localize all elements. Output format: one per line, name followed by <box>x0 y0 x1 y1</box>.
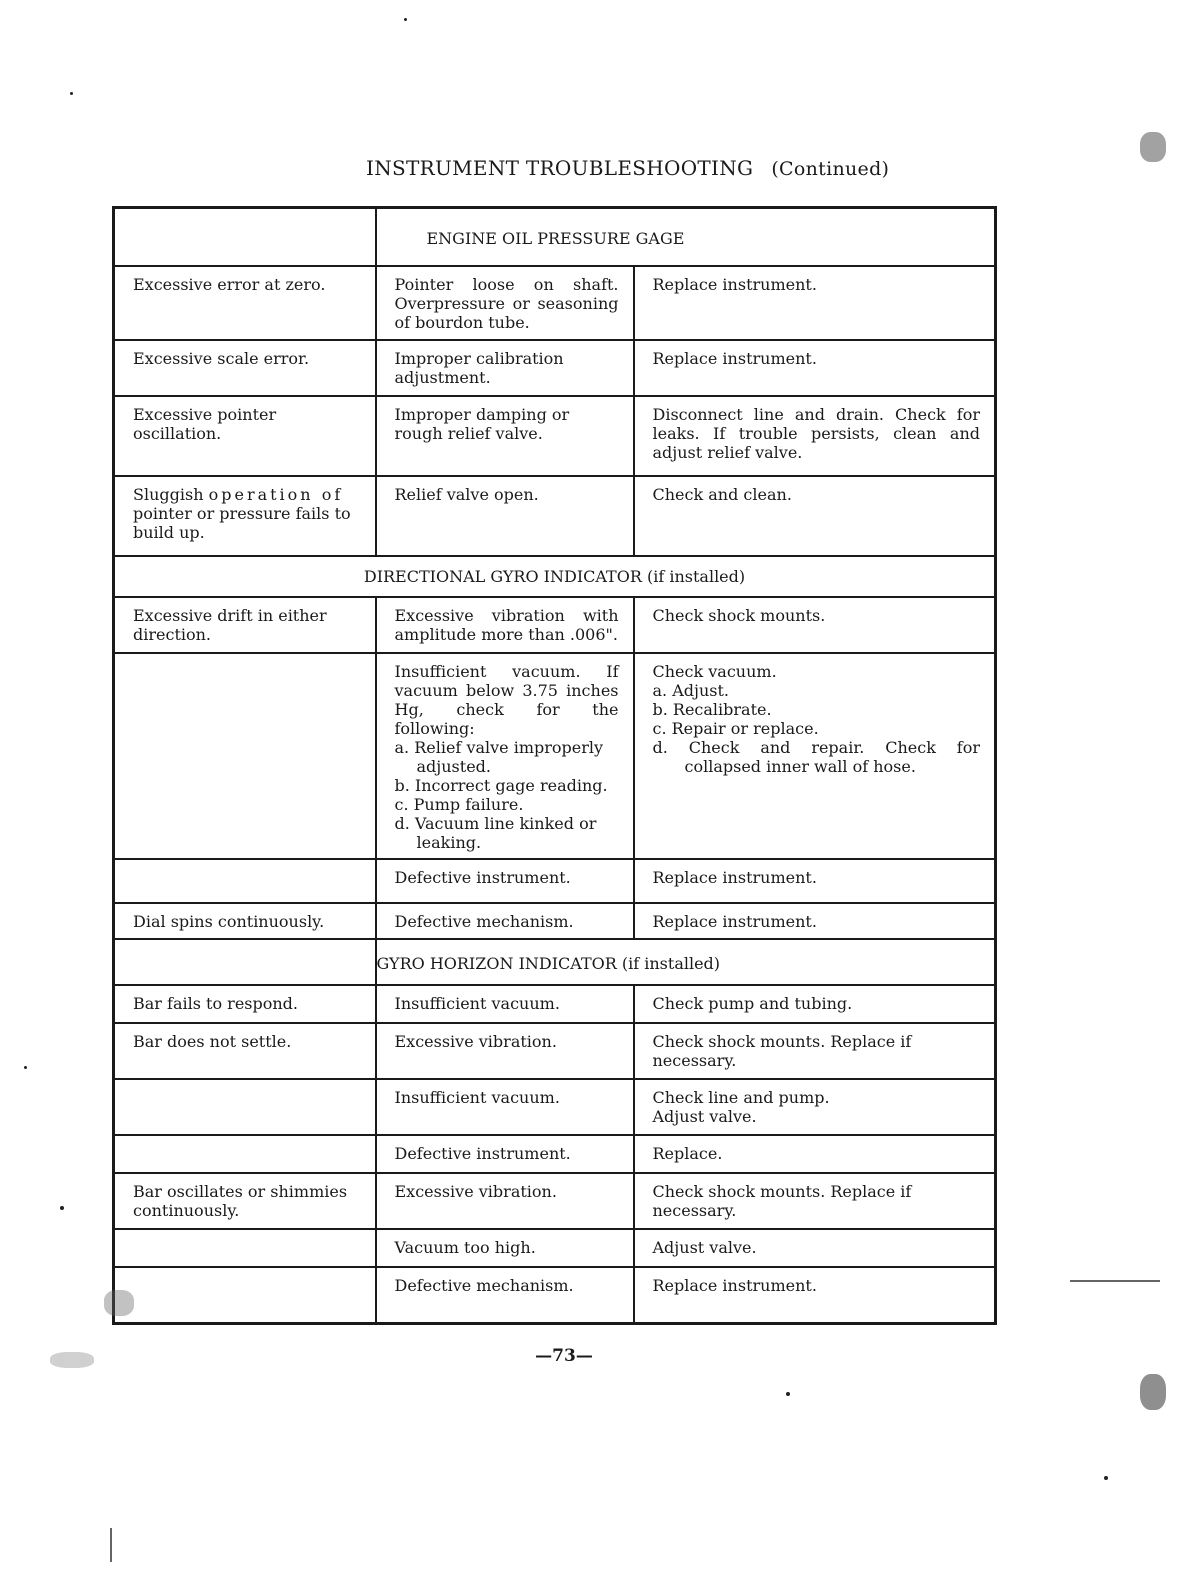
remedy-cell: Replace instrument. <box>634 340 996 396</box>
table-row <box>114 1267 996 1323</box>
remedy-cell: Replace. <box>634 1135 996 1173</box>
trouble-cell <box>114 653 376 859</box>
section-header-directional-gyro <box>114 556 996 597</box>
remedy-cell: Check shock mounts. <box>634 597 996 653</box>
remedy-cell <box>634 1079 996 1135</box>
remedy-cell: Check and clean. <box>634 476 996 556</box>
list-item: c. Pump failure. <box>394 795 524 814</box>
section-heading: ENGINE OIL PRESSURE GAGE <box>376 208 996 267</box>
cause-cell: Excessive vibration. <box>376 1023 634 1079</box>
cause-cell: Excessive vibration. <box>376 1173 634 1229</box>
scan-speck <box>60 1206 64 1210</box>
page-number: —73— <box>535 1346 593 1366</box>
table-row <box>114 340 996 396</box>
trouble-cell: Bar does not settle. <box>114 1023 376 1079</box>
page-title <box>366 156 926 180</box>
cause-cell: Insufficient vacuum. <box>376 1079 634 1135</box>
trouble-cell <box>114 1079 376 1135</box>
trouble-cell <box>114 1135 376 1173</box>
scan-speck <box>786 1392 790 1396</box>
cause-cell <box>376 653 634 859</box>
list-item: d. Vacuum line kinked or leaking. <box>394 814 597 852</box>
cause-cell: Insufficient vacuum. <box>376 985 634 1023</box>
remedy-cell: Disconnect line and drain. Check for leaks. If trouble persists, clean and adjust relief valve. <box>634 396 996 476</box>
trouble-cell: Dial spins continuously. <box>114 903 376 939</box>
trouble-cell: Excessive pointer oscillation. <box>114 396 376 476</box>
cause-cell: Defective mechanism. <box>376 1267 634 1323</box>
scan-speck <box>50 1352 94 1368</box>
remedy-cell: Adjust valve. <box>634 1229 996 1267</box>
cause-list <box>395 738 619 852</box>
table-row <box>114 903 996 939</box>
remedy-cell: Check shock mounts. Replace if necessary. <box>634 1023 996 1079</box>
list-item: b. Recalibrate. <box>652 700 772 719</box>
trouble-cell: Excessive drift in either direction. <box>114 597 376 653</box>
scan-speck <box>24 1066 27 1069</box>
table-row <box>114 476 996 556</box>
cause-cell: Pointer loose on shaft. Overpressure or seasoning of bourdon tube. <box>376 266 634 340</box>
trouble-cell: Bar oscillates or shimmies continuously. <box>114 1173 376 1229</box>
cause-cell: Relief valve open. <box>376 476 634 556</box>
table-row <box>114 396 996 476</box>
section-header-gyro-horizon <box>114 939 996 985</box>
cause-cell: Improper calibration adjustment. <box>376 340 634 396</box>
remedy-cell: Check pump and tubing. <box>634 985 996 1023</box>
remedy-line: Adjust valve. <box>652 1107 757 1126</box>
blank-cell <box>114 208 376 267</box>
trouble-spaced: operation of <box>208 485 344 504</box>
table-row <box>114 653 996 859</box>
title-suffix: (Continued) <box>771 158 890 180</box>
remedy-cell: Replace instrument. <box>634 266 996 340</box>
cause-cell: Vacuum too high. <box>376 1229 634 1267</box>
table-row <box>114 1135 996 1173</box>
cause-cell: Improper damping or rough relief valve. <box>376 396 634 476</box>
trouble-cell <box>114 859 376 903</box>
troubleshooting-table <box>112 206 997 1325</box>
trouble-cell <box>114 476 376 556</box>
remedy-cell: Replace instrument. <box>634 859 996 903</box>
scan-speck <box>1140 132 1166 162</box>
table-row <box>114 1079 996 1135</box>
title-text: INSTRUMENT TROUBLESHOOTING <box>366 156 754 180</box>
section-heading: DIRECTIONAL GYRO INDICATOR (if installed) <box>114 556 996 597</box>
scan-speck <box>104 1290 134 1316</box>
table-row <box>114 985 996 1023</box>
remedy-cell <box>634 653 996 859</box>
cause-cell: Defective mechanism. <box>376 903 634 939</box>
trouble-lead: Sluggish <box>133 485 204 504</box>
section-heading: GYRO HORIZON INDICATOR (if installed) <box>376 939 996 985</box>
remedy-cell: Check shock mounts. Replace if necessary. <box>634 1173 996 1229</box>
table-row <box>114 1173 996 1229</box>
trouble-cell <box>114 1267 376 1323</box>
cause-cell: Defective instrument. <box>376 859 634 903</box>
scan-speck <box>110 1528 112 1562</box>
trouble-cell: Excessive error at zero. <box>114 266 376 340</box>
list-item: d. Check and repair. Check for collapsed inner wall of hose. <box>652 738 981 776</box>
scan-speck <box>1070 1280 1160 1282</box>
remedy-cell: Replace instrument. <box>634 903 996 939</box>
table-row <box>114 266 996 340</box>
scan-speck <box>1104 1476 1108 1480</box>
remedy-intro: Check vacuum. <box>652 662 777 681</box>
trouble-cell: Bar fails to respond. <box>114 985 376 1023</box>
remedy-list <box>653 681 981 776</box>
scan-speck <box>404 18 407 21</box>
section-header-engine-oil <box>114 208 996 267</box>
scan-speck <box>1140 1374 1166 1410</box>
table-row <box>114 859 996 903</box>
cause-cell: Excessive vibration with amplitude more than .006". <box>376 597 634 653</box>
table-row <box>114 1023 996 1079</box>
list-item: a. Relief valve improperly adjusted. <box>394 738 604 776</box>
table-row <box>114 597 996 653</box>
list-item: b. Incorrect gage reading. <box>394 776 608 795</box>
list-item: c. Repair or replace. <box>652 719 819 738</box>
remedy-line: Check line and pump. <box>652 1088 830 1107</box>
scan-speck <box>70 92 73 95</box>
cause-intro: Insufficient vacuum. If vacuum below 3.75 inches Hg, check for the following: <box>394 662 619 738</box>
list-item: a. Adjust. <box>652 681 729 700</box>
cause-cell: Defective instrument. <box>376 1135 634 1173</box>
remedy-cell: Replace instrument. <box>634 1267 996 1323</box>
blank-cell <box>114 939 376 985</box>
table-row <box>114 1229 996 1267</box>
trouble-cell <box>114 1229 376 1267</box>
trouble-cell: Excessive scale error. <box>114 340 376 396</box>
trouble-rest: pointer or pressure fails to build up. <box>133 504 351 542</box>
